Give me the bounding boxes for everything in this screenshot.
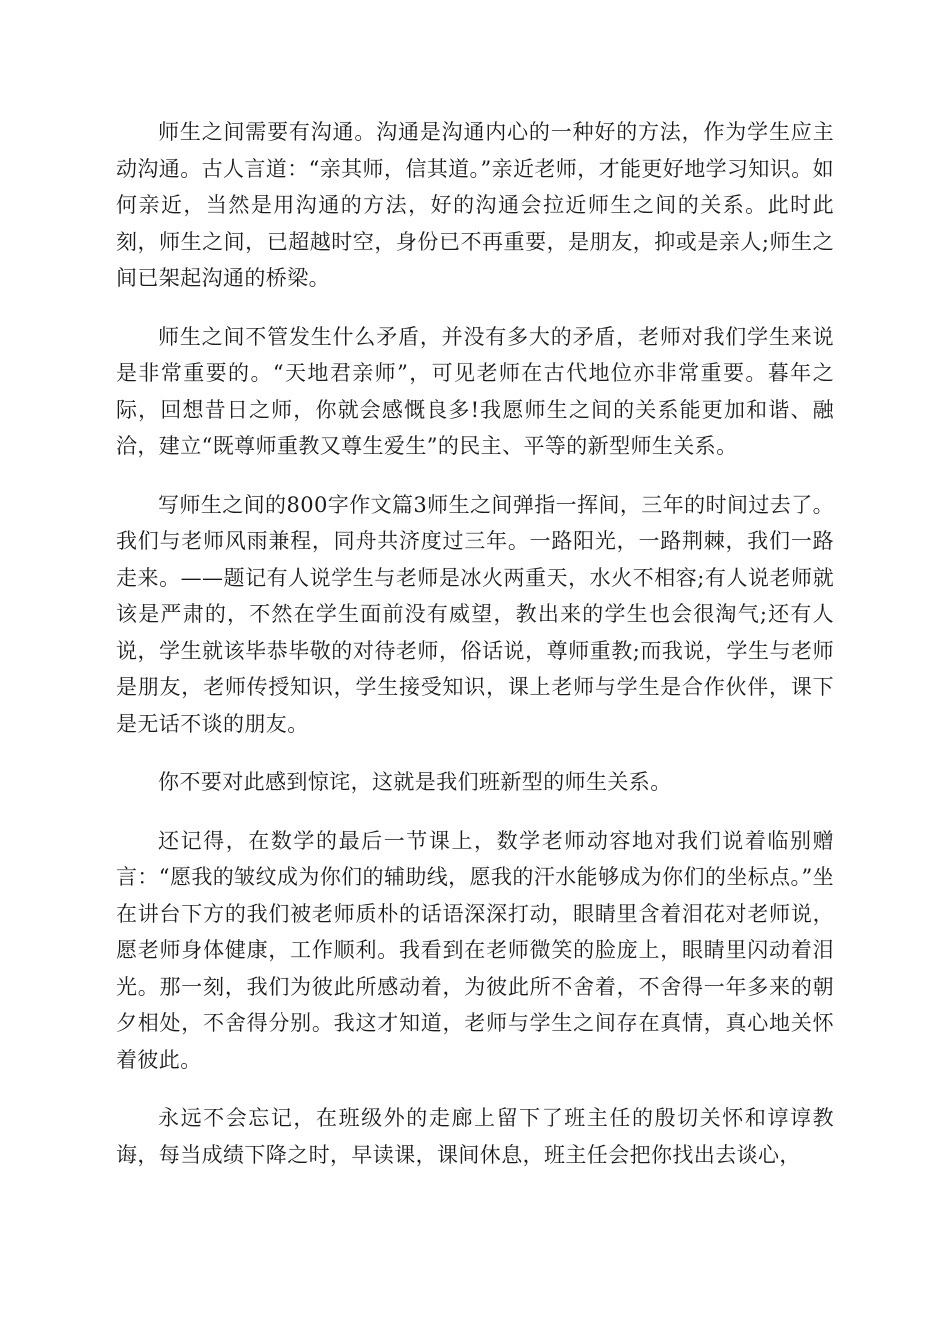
document-body <box>116 114 834 1195</box>
paragraph: 师生之间不管发生什么矛盾，并没有多大的矛盾，老师对我们学生来说是非常重要的。“天地君亲师”，可见老师在古代地位亦非常重要。暮年之际，回想昔日之师，你就会感慨良多!我愿师生之间的关系能更加和谐、融洽，建立“既尊师重教又尊生爱生”的民主、平等的新型师生关系。 <box>116 324 834 458</box>
paragraph: 还记得，在数学的最后一节课上，数学老师动容地对我们说着临别赠言：“愿我的皱纹成为你们的辅助线，愿我的汗水能够成为你们的坐标点。”坐在讲台下方的我们被老师质朴的话语深深打动，眼睛里含着泪花对老师说，愿老师身体健康，工作顺利。我看到在老师微笑的脸庞上，眼睛里闪动着泪光。那一刻，我们为彼此所感动着，为彼此所不舍着，不舍得一年多来的朝夕相处，不舍得分别。我这才知道，老师与学生之间存在真情，真心地关怀着彼此。 <box>116 828 834 1072</box>
paragraph: 你不要对此感到惊诧，这就是我们班新型的师生关系。 <box>158 770 672 794</box>
paragraph: 写师生之间的800字作文篇3师生之间弹指一挥间，三年的时间过去了。我们与老师风雨兼程，同舟共济度过三年。一路阳光，一路荆棘，我们一路走来。——题记有人说学生与老师是冰火两重天，水火不相容;有人说老师就该是严肃的，不然在学生面前没有威望，教出来的学生也会很淘气;还有人说，学生就该毕恭毕敬的对待老师，俗话说，尊师重教;而我说，学生与老师是朋友，老师传授知识，学生接受知识，课上老师与学生是合作伙伴，课下是无话不谈的朋友。 <box>116 492 834 736</box>
paragraph: 师生之间需要有沟通。沟通是沟通内心的一种好的方法，作为学生应主动沟通。古人言道：“亲其师，信其道。”亲近老师，才能更好地学习知识。如何亲近，当然是用沟通的方法，好的沟通会拉近师生之间的关系。此时此刻，师生之间，已超越时空，身份已不再重要，是朋友，抑或是亲人;师生之间已架起沟通的桥梁。 <box>116 120 834 290</box>
paragraph: 永远不会忘记，在班级外的走廊上留下了班主任的殷切关怀和谆谆教诲，每当成绩下降之时，早读课，课间休息，班主任会把你找出去谈心， <box>116 1106 834 1167</box>
